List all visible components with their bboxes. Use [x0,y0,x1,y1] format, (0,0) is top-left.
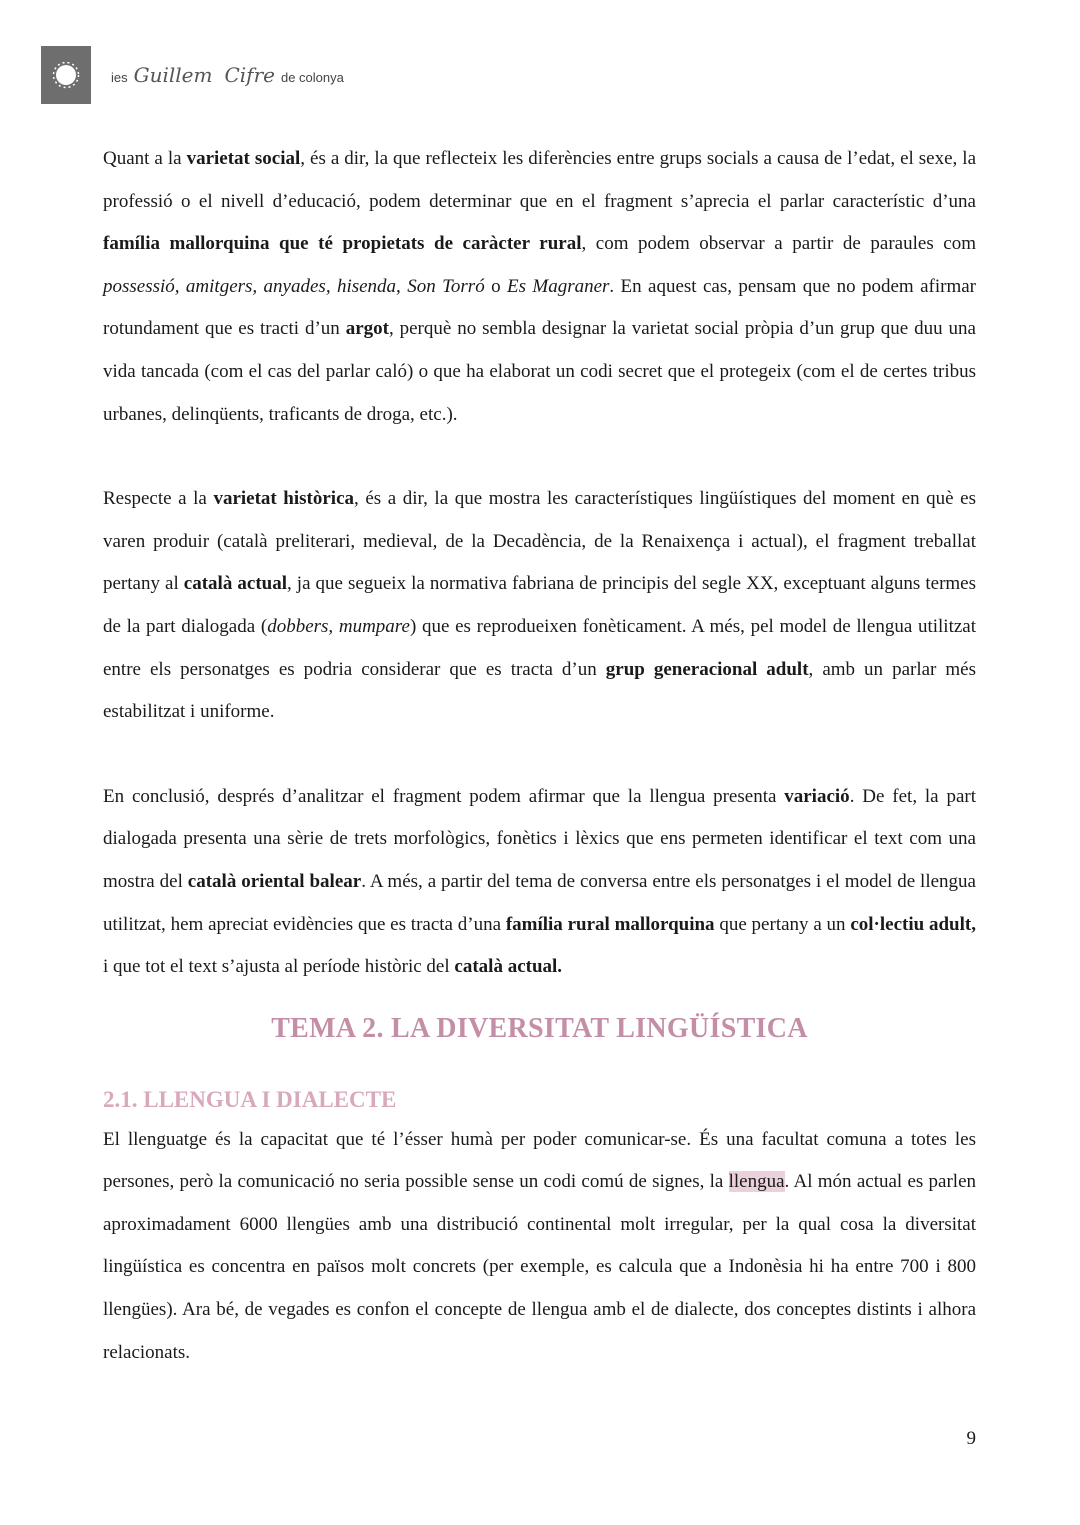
italic-term: Es Magraner [506,275,610,297]
bold-term: argot [345,318,389,340]
brand-prefix: ies [111,70,128,85]
text-run: Quant a la [103,148,187,169]
school-logo-icon [41,46,91,104]
text-run: o [484,275,507,297]
theme-title: TEMA 2. LA DIVERSITAT LINGÜÍSTICA [271,1012,808,1044]
brand-first-name: Guillem [133,63,213,87]
text-run: Respecte a la [103,488,214,510]
bold-term: català oriental balear [187,870,362,892]
brand-suffix: de colonya [280,70,344,85]
brand-last-name: Cifre [224,63,275,87]
bold-term: català actual. [454,956,563,978]
section-title: 2.1. LLENGUA I DIALECTE [103,1086,397,1112]
italic-term: dobbers, mumpare [267,615,410,637]
paragraph-social-variety [103,138,976,436]
text-run: que pertany a un [714,913,851,935]
paragraph-conclusion [103,776,976,989]
bold-term: col·lectiu adult, [850,913,976,935]
text-run: ) que es reprodueixen fonèticament. A més, pel model de llengua utilitzat entre els personatges es podria considerar que es tracta d’un [103,615,976,680]
text-run: , amb un parlar més estabilitzat i uniforme. [103,658,976,723]
bold-term: família mallorquina que té propietats de caràcter rural [103,233,582,255]
text-run: . A més, a partir del tema de conversa entre els personatges i el model de llengua utilitzat, hem apreciat evidències que es tracta d’una [103,870,976,935]
page-content [103,138,976,1374]
text-run: . En aquest cas, pensam que no podem afirmar rotundament que es tracti d’un [103,275,977,340]
paragraph-historical-variety [103,478,976,734]
highlighted-term: llengua [728,1171,785,1193]
bold-term: varietat social [186,148,301,169]
text-run: , és a dir, la que mostra les característiques lingüístiques del moment en què es varen produir (català preliterari, medieval, de la Decadència, de la Renaixença i actual), el fragment treballat pertany al [103,488,977,595]
page-number: 9 [966,1428,976,1449]
bold-term: grup generacional adult [605,658,809,680]
bold-term: català actual [183,573,287,595]
text-run: i que tot el text s’ajusta al període històric del [103,956,455,978]
text-run: , ja que segueix la normativa fabriana de principis del segle XX, exceptuant alguns termes de la part dialogada ( [103,573,976,637]
text-run: . De fet, la part dialogada presenta una sèrie de trets morfològics, fonètics i lèxics que ens permeten identificar el text com una mostra del [103,785,976,892]
bold-term: varietat històrica [213,488,355,510]
text-run: El llenguatge és la capacitat que té l’ésser humà per poder comunicar-se. És una facultat comuna a totes les persones, però la comunicació no seria possible sense un codi comú de signes, la [103,1128,976,1193]
bold-term: variació [784,785,850,807]
text-run: , perquè no sembla designar la varietat social pròpia d’un grup que duu una vida tancada (com el cas del parlar caló) o que ha elaborat un codi secret que el protegeix (com el de certes tribus urbanes, delinqüents, traficants de droga, etc.). [103,318,976,425]
italic-term: possessió, amitgers, anyades, hisenda, Son Torró [103,275,485,297]
text-run: . Al món actual es parlen aproximadament 6000 llengües amb una distribució continental molt irregular, per la qual cosa la diversitat lingüística es concentra en països molt concrets (per exemple, es calcula que a Indonèsia hi ha entre 700 i 800 llengües). Ara bé, de vegades es confon el concepte de llengua amb el de dialecte, dos conceptes distints i alhora relacionats. [103,1171,977,1363]
page-header [41,46,344,104]
paragraph-language-dialect [103,1119,976,1375]
text-run: , és a dir, la que reflecteix les diferències entre grups socials a causa de l’edat, el sexe, la professió o el nivell d’educació, podem determinar que en el fragment s’aprecia el parlar característic d’una [103,148,977,212]
bold-term: família rural mallorquina [505,913,715,935]
school-brand [111,63,344,87]
text-run: , com podem observar a partir de paraules com [581,233,976,255]
text-run: En conclusió, després d’analitzar el fragment podem afirmar que la llengua presenta [103,785,785,807]
